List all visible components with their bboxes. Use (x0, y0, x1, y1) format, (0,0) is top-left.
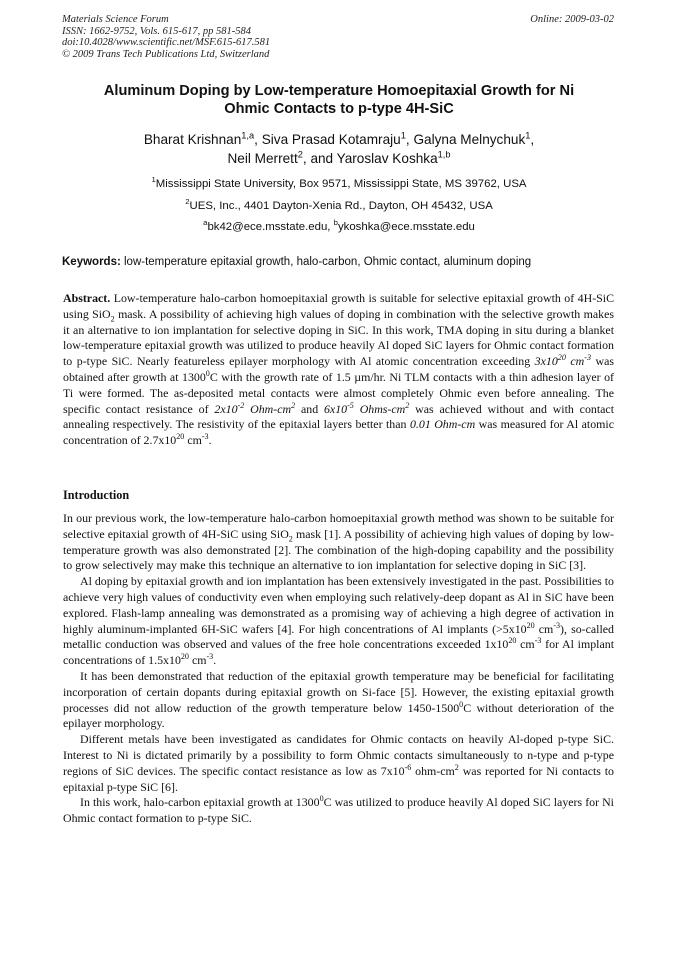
author-name: Bharat Krishnan (143, 132, 242, 147)
abstract-text: mask. A possibility of achieving high values of doping in combination with the selective growth makes it an alternative to ion implantation for selective doping in SiC. In this work, TMA doping in situ during a blanket low-temperature epitaxial growth was utilized to produce heavily Al doped SiC layers for Ohmic contact formation to p-type SiC. Nearly featureless epilayer morphology with Al atomic concentration exceeding (63, 306, 614, 369)
abstract-resistance-2: $6x10^{-5}$ Ohms-$cm^2$ (323, 400, 410, 416)
affil-mark: 1 (151, 175, 156, 185)
author-affil-mark: 1,b (437, 149, 451, 160)
affil-mark: 2 (185, 197, 190, 207)
copyright-line: © 2009 Trans Tech Publications Ltd, Switzerland (62, 48, 270, 60)
author-name: Galyna Melnychuk (413, 132, 526, 147)
email-mark: b (333, 218, 338, 228)
keywords-text: low-temperature epitaxial growth, halo-carbon, Ohmic contact, aluminum doping (124, 256, 532, 268)
doi-line[interactable]: doi:10.4028/www.scientific.net/MSF.615-617.581 (62, 37, 271, 48)
superscript: 20 (176, 432, 185, 442)
affiliation-1 (62, 177, 616, 191)
abstract-text: . (208, 433, 212, 448)
email-mark: a (203, 218, 208, 228)
abstract-resistivity: 0.01 Ohm-cm (409, 417, 476, 432)
abstract-text: was measured for Al atomic concentration of 2.7x10 (63, 417, 614, 448)
author-affil-mark: 2 (297, 149, 303, 160)
intro-paragraph-1: In our previous work, the low-temperature halo-carbon homoepitaxial growth method was shown to be suitable for selective epitaxial growth of 4H-SiC using SiO$_2$ mask [1]. A possibility of achieving high values of doping by low-temperature growth was also demonstrated [2]. The combination of the high-doping capability and the possibility to grow selectively may make this technique an alternative to ion implantation for selective doping in SiC [3]. (63, 511, 614, 573)
abstract-text: was obtained after growth at 1300 (63, 354, 614, 384)
affil-text: UES, Inc., 4401 Dayton-Xenia Rd., Dayton, OH 45432, USA (189, 200, 493, 212)
author-list: Bharat Krishnan$^{1,a}$, Siva Prasad Kotamraju$^1$, Galyna Melnychuk$^1$, Neil Merrett$^2$, and Yaroslav Koshka$^{1,b}$ (143, 130, 535, 166)
issn-line: ISSN: 1662-9752, Vols. 615-617, pp 581-584 (62, 25, 251, 37)
abstract (63, 291, 614, 449)
author-affil-mark: 1 (525, 130, 531, 141)
keywords (62, 255, 622, 269)
affil-text: Mississippi State University, Box 9571, Mississippi State, MS 39762, USA (155, 178, 527, 190)
abstract-concentration: $3x10^{20}$ $cm^{-3}$ (534, 353, 591, 369)
paper-title (62, 82, 616, 118)
superscript: 0 (205, 369, 210, 379)
intro-paragraph-2: Al doping by epitaxial growth and ion implantation has been extensively investigated in the past. Possibilities to achieve very high values of conductivity even when employing such relatively-deep dopant as Al in SiC have been explored. Flash-lamp annealing was demonstrated as a promising way of achieving a high degree of activation in highly aluminum-implanted 6H-SiC wafers [4]. For high concentrations of Al implants ($>5x10^{20}$ $cm^{-3}$), so-called metallic conduction was observed and values of the free hole concentrations exceeded $1x10^{20}$ $cm^{-3}$ for Al implant concentrations of $1.5x10^{20}$ $cm^{-3}$. (63, 574, 615, 668)
online-date: Online: 2009-03-02 (530, 14, 614, 25)
email-link[interactable]: bk42@ece.msstate.edu, (207, 221, 331, 233)
intro-paragraph-3: It has been demonstrated that reduction of the epitaxial growth temperature may be beneficial for facilitating incorporation of certain dopants during epitaxial growth on Si-face [5]. However, the existing epitaxial growth processes did not allow reduction of the growth temperature below 1450-1500$^0$C without deterioration of the epilayer morphology. (63, 668, 614, 731)
abstract-text: was achieved without and with contact annealing respectively. The resistivity of the epitaxial layers better than (63, 401, 615, 432)
author-emails (62, 220, 616, 234)
affiliation-2 (62, 199, 616, 213)
intro-paragraph-5: In this work, halo-carbon epitaxial growth at 1300$^0$C was utilized to produce heavily Al doped SiC layers for Ni Ohmic contact formation to p-type SiC. (63, 794, 614, 826)
keywords-label: Keywords: (62, 256, 121, 268)
email-link[interactable]: ykoshka@ece.msstate.edu (337, 221, 475, 233)
journal-header (62, 14, 270, 60)
abstract-text: Low-temperature halo-carbon homoepitaxial growth is suitable for selective epitaxial growth of 4H-SiC using SiO (63, 291, 614, 321)
abstract-label: Abstract. (63, 291, 111, 305)
title-line-2: Ohmic Contacts to p-type 4H-SiC (224, 101, 454, 117)
intro-paragraph-4: Different metals have been investigated as candidates for Ohmic contacts on heavily Al-doped p-type SiC. Interest to Ni is dictated primarily by a possibility to form Ohmic contacts simultaneously to n-type and p-type regions of SiC devices. The specific contact resistance as low as $7x10^{-6}$ ohm-$cm^2$ was reported for Ni contacts to epitaxial p-type SiC [6]. (63, 732, 614, 794)
subscript: 2 (110, 314, 115, 324)
title-line-1: Aluminum Doping by Low-temperature Homoepitaxial Growth for Ni (103, 83, 575, 99)
author-name: Siva Prasad Kotamraju (261, 132, 401, 147)
abstract-text: C with the growth rate of 1.5 µm/hr. Ni TLM contacts with a thin adhesion layer of Ti were formed. The as-deposited metal contacts were almost completely Ohmic even before annealing. The specific contact resistance of (63, 369, 614, 416)
abstract-text: cm (187, 433, 202, 448)
journal-name: Materials Science Forum (62, 14, 169, 25)
abstract-resistance-1: $2x10^{-2}$ Ohm-$cm^2$ (214, 400, 296, 416)
author-conjunction: and (310, 151, 334, 166)
introduction-heading: Introduction (63, 488, 130, 502)
author-affil-mark: 1,a (241, 130, 255, 141)
introduction-body (63, 511, 614, 827)
author-affil-mark: 1 (400, 130, 406, 141)
superscript: -3 (201, 432, 209, 442)
abstract-text: and (300, 401, 319, 416)
author-name: Neil Merrett (227, 151, 298, 166)
author-name: Yaroslav Koshka (336, 151, 438, 166)
